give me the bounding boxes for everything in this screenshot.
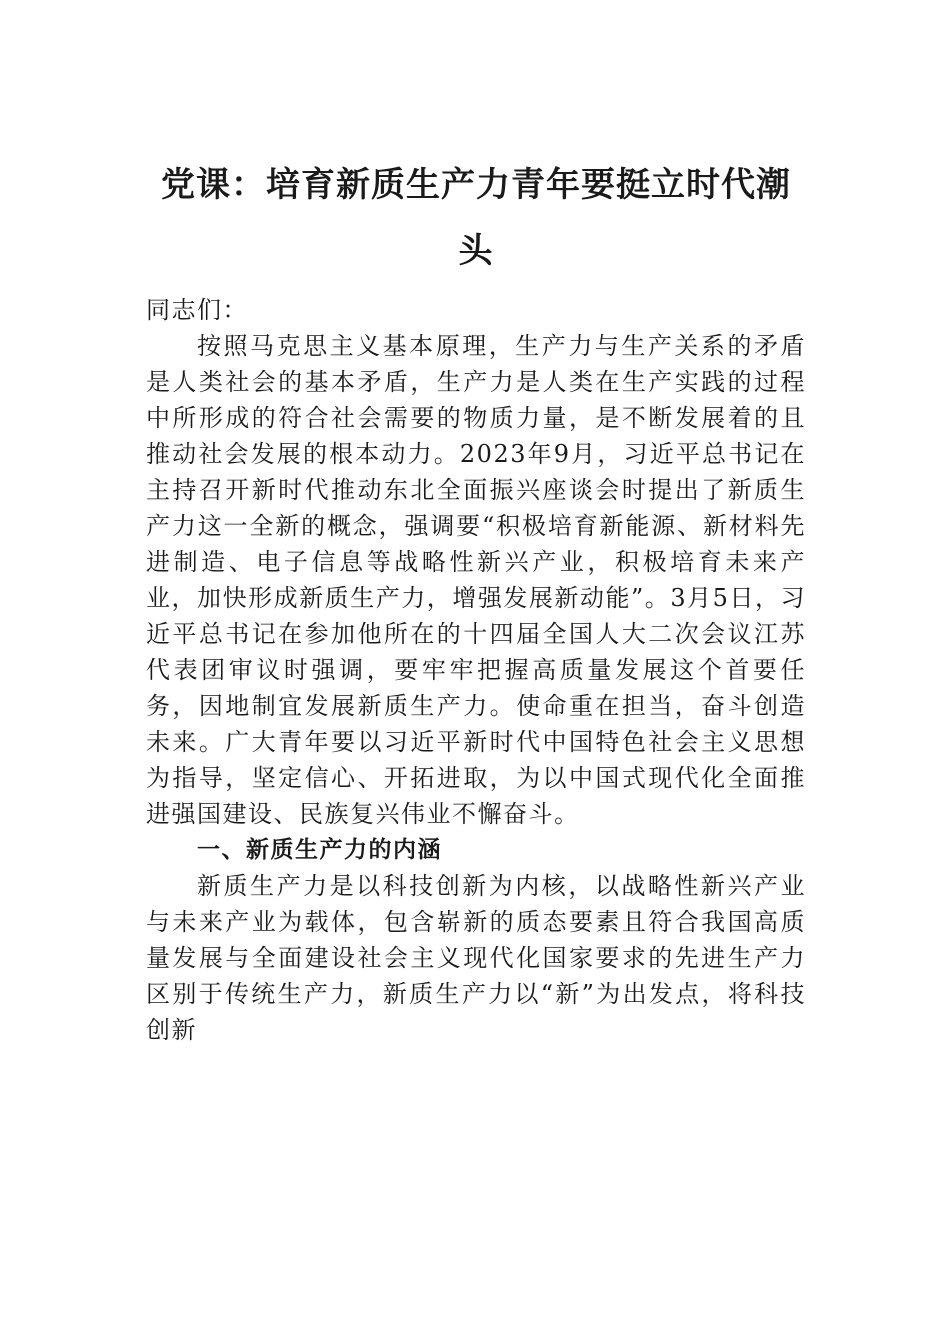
paragraph-intro: 按照马克思主义基本原理，生产力与生产关系的矛盾是人类社会的基本矛盾，生产力是人类在生产实践的过程中所形成的符合社会需要的物质力量，是不断发展着的且推动社会发展的根本动力。2023年9月，习近平总书记在主持召开新时代推动东北全面振兴座谈会时提出了新质生产力这一全新的概念，强调要“积极培育新能源、新材料先进制造、电子信息等战略性新兴产业，积极培育未来产业，加快形成新质生产力，增强发展新动能”。3月5日，习近平总书记在参加他所在的十四届全国人大二次会议江苏代表团审议时强调，要牢牢把握高质量发展这个首要任务，因地制宜发展新质生产力。使命重在担当，奋斗创造未来。广大青年要以习近平新时代中国特色社会主义思想为指导，坚定信心、开拓进取，为以中国式现代化全面推进强国建设、民族复兴伟业不懈奋斗。 xyxy=(146,332,806,828)
document-title: 党课：培育新质生产力青年要挺立时代潮头 xyxy=(161,165,791,271)
section-heading: 一、新质生产力的内涵 xyxy=(197,837,442,863)
document-body xyxy=(146,292,806,1048)
salutation: 同志们： xyxy=(146,296,248,324)
paragraph-definition: 新质生产力是以科技创新为内核，以战略性新兴产业与未来产业为载体，包含崭新的质态要素且符合我国高质量发展与全面建设社会主义现代化国家要求的先进生产力区别于传统生产力，新质生产力以“新”为出发点，将科技创新 xyxy=(146,872,806,1044)
